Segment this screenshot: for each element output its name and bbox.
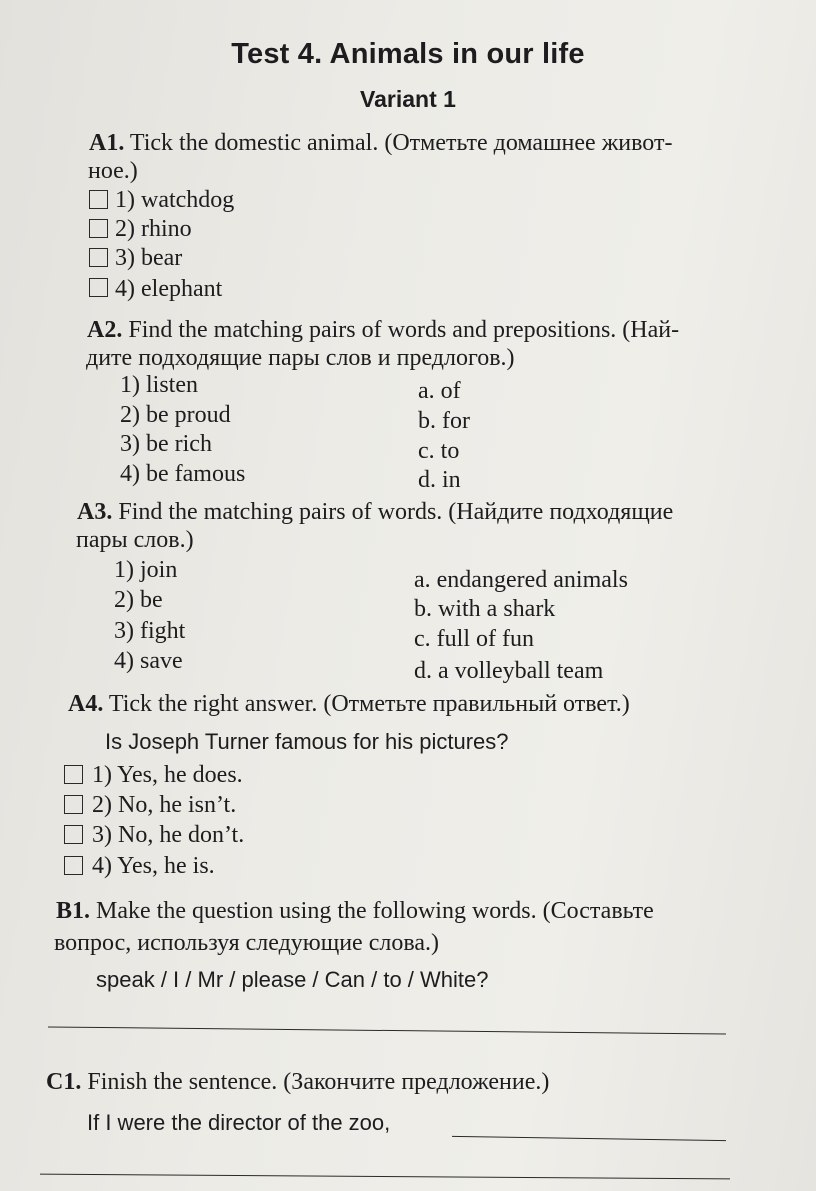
option-label: 1) Yes, he does.	[92, 762, 243, 788]
question-number: B1.	[56, 898, 91, 924]
question-text: Tick the domestic animal. (Отметьте домашнее живот-	[124, 130, 673, 156]
checkbox[interactable]	[64, 825, 83, 844]
question-number: A4.	[68, 691, 104, 717]
option-label: 4) elephant	[115, 276, 223, 302]
checkbox[interactable]	[89, 190, 108, 209]
match-right-item: d. in	[418, 467, 461, 493]
option-label: 4) Yes, he is.	[92, 853, 215, 879]
question-text: Find the matching pairs of words. (Найдите подходящие	[112, 499, 674, 525]
checkbox[interactable]	[89, 248, 108, 267]
option-label: 2) rhino	[115, 216, 192, 242]
match-left-item: 1) listen	[120, 372, 198, 398]
question-number: C1.	[46, 1069, 82, 1095]
match-left-item: 2) be proud	[120, 402, 231, 428]
question-a1-continued: ное.)	[88, 158, 138, 184]
option-label: 2) No, he isn’t.	[92, 792, 237, 818]
option-label: 3) No, he don’t.	[92, 822, 245, 848]
match-right-item: b. for	[418, 408, 470, 434]
question-c1	[46, 1068, 549, 1096]
match-left-item: 2) be	[114, 587, 163, 613]
option-label: 3) bear	[115, 245, 183, 271]
question-c1-prompt: If I were the director of the zoo,	[87, 1110, 391, 1135]
checkbox[interactable]	[64, 856, 83, 875]
question-b1-words: speak / I / Mr / please / Can / to / White?	[96, 967, 489, 992]
option-label: 1) watchdog	[115, 187, 235, 213]
question-text: Make the question using the following words. (Составьте	[90, 898, 654, 924]
match-right-item: a. endangered animals	[414, 567, 628, 593]
page-title: Test 4. Animals in our life	[231, 38, 585, 70]
match-right-item: c. to	[418, 438, 460, 464]
match-left-item: 1) join	[114, 557, 178, 583]
question-text: Find the matching pairs of words and prepositions. (Най-	[122, 317, 680, 343]
variant-heading: Variant 1	[360, 86, 456, 112]
checkbox[interactable]	[64, 795, 83, 814]
question-b1	[56, 897, 654, 925]
question-text: Tick the right answer. (Отметьте правильный ответ.)	[103, 691, 630, 717]
question-a2	[87, 316, 679, 344]
match-right-item: a. of	[418, 378, 461, 404]
match-right-item: d. a volleyball team	[414, 658, 604, 684]
question-a3	[77, 498, 673, 526]
question-a4	[68, 690, 630, 718]
match-left-item: 3) fight	[114, 618, 186, 644]
checkbox[interactable]	[64, 765, 83, 784]
question-a3-continued: пары слов.)	[76, 527, 194, 553]
question-a1	[89, 129, 672, 157]
question-b1-continued: вопрос, используя следующие слова.)	[54, 930, 439, 956]
question-number: A1.	[89, 130, 125, 156]
match-left-item: 3) be rich	[120, 431, 212, 457]
match-right-item: c. full of fun	[414, 626, 534, 652]
checkbox[interactable]	[89, 278, 108, 297]
match-right-item: b. with a shark	[414, 596, 556, 622]
question-text: Finish the sentence. (Закончите предложение.)	[81, 1069, 550, 1095]
checkbox[interactable]	[89, 219, 108, 238]
answer-line[interactable]	[48, 1026, 726, 1034]
question-number: A2.	[87, 317, 123, 343]
question-a2-continued: дите подходящие пары слов и предлогов.)	[86, 345, 515, 371]
answer-line[interactable]	[40, 1174, 730, 1180]
match-left-item: 4) save	[114, 648, 183, 674]
answer-line[interactable]	[452, 1136, 726, 1141]
match-left-item: 4) be famous	[120, 461, 246, 487]
question-number: A3.	[77, 499, 113, 525]
question-a4-prompt: Is Joseph Turner famous for his pictures?	[105, 729, 509, 754]
